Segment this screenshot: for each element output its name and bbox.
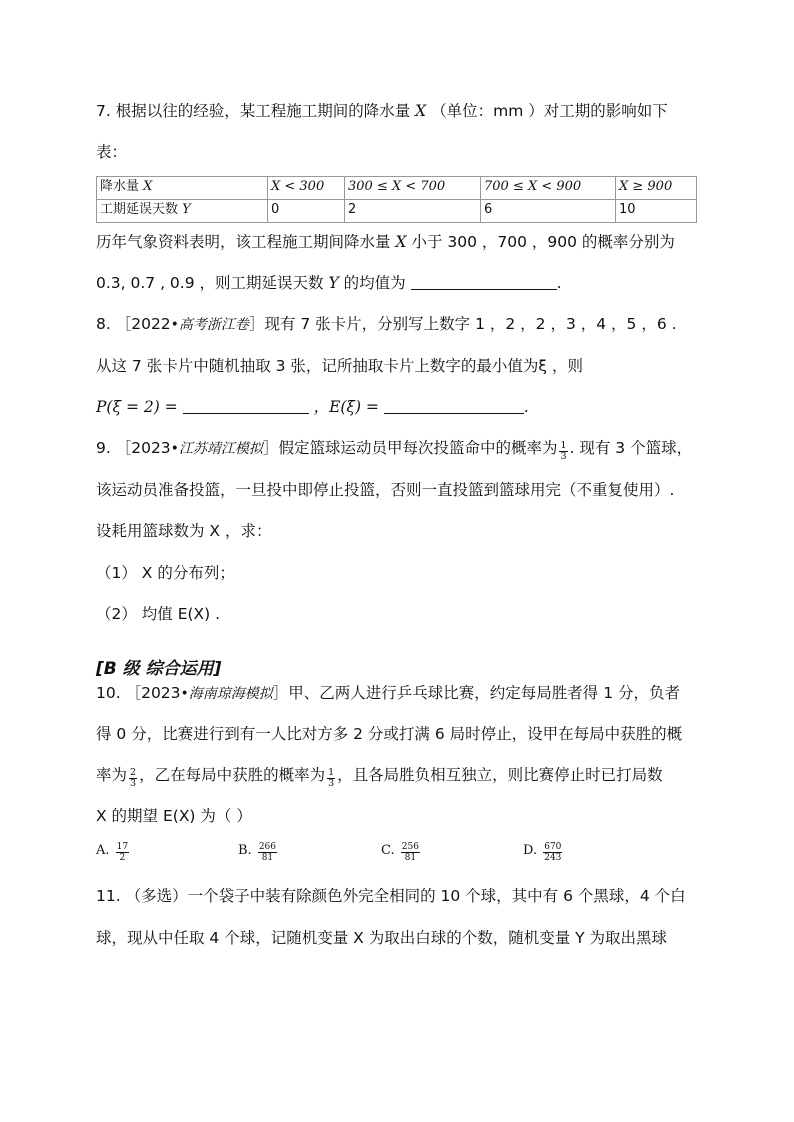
answer-blank[interactable] xyxy=(384,397,524,414)
q8-line-1: 8. ［2022•高考浙江卷］现有 7 张卡片，分别写上数字 1 ，2 ，2 ，3 ，4 ，5 ，6 . xyxy=(96,315,677,333)
option-d[interactable]: D. $\frac{670}{243}$ xyxy=(523,842,562,863)
answer-blank[interactable] xyxy=(183,397,309,414)
q9-sub-2: （2） 均值 E(X) . xyxy=(96,605,221,623)
q9-line-3: 设耗用篮球数为 X ，求： xyxy=(96,522,272,540)
q9-line-1: 9. ［2023•江苏靖江模拟］假定篮球运动员甲每次投篮命中的概率为 $\frac{1}{3}$ . 现有 3 个篮球， xyxy=(96,439,693,462)
q11-line-1: 11. （多选）一个袋子中装有除颜色外完全相同的 10 个球，其中有 6 个黑球，4 个白 xyxy=(96,887,686,905)
table-row: 降水量 X X < 300 300 ≤ X < 700 700 ≤ X < 900 X ≥ 900 xyxy=(97,177,697,200)
q10-line-2: 得 0 分，比赛进行到有一人比对方多 2 分或打满 6 局时停止，设甲在每局中获胜的概 xyxy=(96,725,683,743)
var-x: X xyxy=(415,102,427,120)
q7-line-1: 7. 根据以往的经验，某工程施工期间的降水量 X （单位：mm ）对工期的影响如下 xyxy=(96,102,668,120)
source-tag: •高考浙江卷 xyxy=(170,317,249,333)
source-tag: •江苏靖江模拟 xyxy=(170,441,263,457)
option-c[interactable]: C. $\frac{256}{81}$ xyxy=(381,842,419,863)
q7-line-2: 表： xyxy=(96,143,128,161)
fraction: $\frac{2}{3}$ xyxy=(130,767,137,789)
fraction: $\frac{1}{3}$ xyxy=(328,767,335,789)
q10-line-4: X 的期望 E(X) 为（ ） xyxy=(96,807,252,825)
q8-line-3: P(ξ = 2) = ，E(ξ) = . xyxy=(96,398,529,416)
q9-line-2: 该运动员准备投篮，一旦投中即停止投篮，否则一直投篮到篮球用完（不重复使用）. xyxy=(96,481,675,499)
option-b[interactable]: B. $\frac{266}{81}$ xyxy=(238,842,277,863)
source-tag: •海南琼海模拟 xyxy=(180,686,273,702)
option-a[interactable]: A. $\frac{17}{2}$ xyxy=(96,842,129,863)
q7-line-4: 0.3, 0.7 , 0.9 ，则工期延误天数 Y 的均值为 . xyxy=(96,274,562,292)
q10-line-1: 10. ［2023•海南琼海模拟］甲、乙两人进行乒乓球比赛，约定每局胜者得 1 分，负者 xyxy=(96,684,681,702)
q8-line-2: 从这 7 张卡片中随机抽取 3 张，记所抽取卡片上数字的最小值为ξ ，则 xyxy=(96,357,584,375)
section-title: [B 级 综合运用] xyxy=(96,659,222,679)
q9-sub-1: （1） X 的分布列； xyxy=(96,564,235,582)
q10-line-3: 率为 $\frac{2}{3}$ ，乙在每局中获胜的概率为 $\frac{1}{3}$ ，且各局胜负相互独立，则比赛停止时已打局数 xyxy=(96,766,663,789)
q7-line-3: 历年气象资料表明，该工程施工期间降水量 X 小于 300 ，700 ，900 的概率分别为 xyxy=(96,233,675,251)
fraction: $\frac{1}{3}$ xyxy=(560,440,567,462)
answer-blank[interactable] xyxy=(411,273,557,290)
rainfall-delay-table xyxy=(96,176,697,223)
q11-line-2: 球，现从中任取 4 个球，记随机变量 X 为取出白球的个数，随机变量 Y 为取出黑球 xyxy=(96,929,668,947)
table-row: 工期延误天数 Y 0 2 6 10 xyxy=(97,200,697,223)
